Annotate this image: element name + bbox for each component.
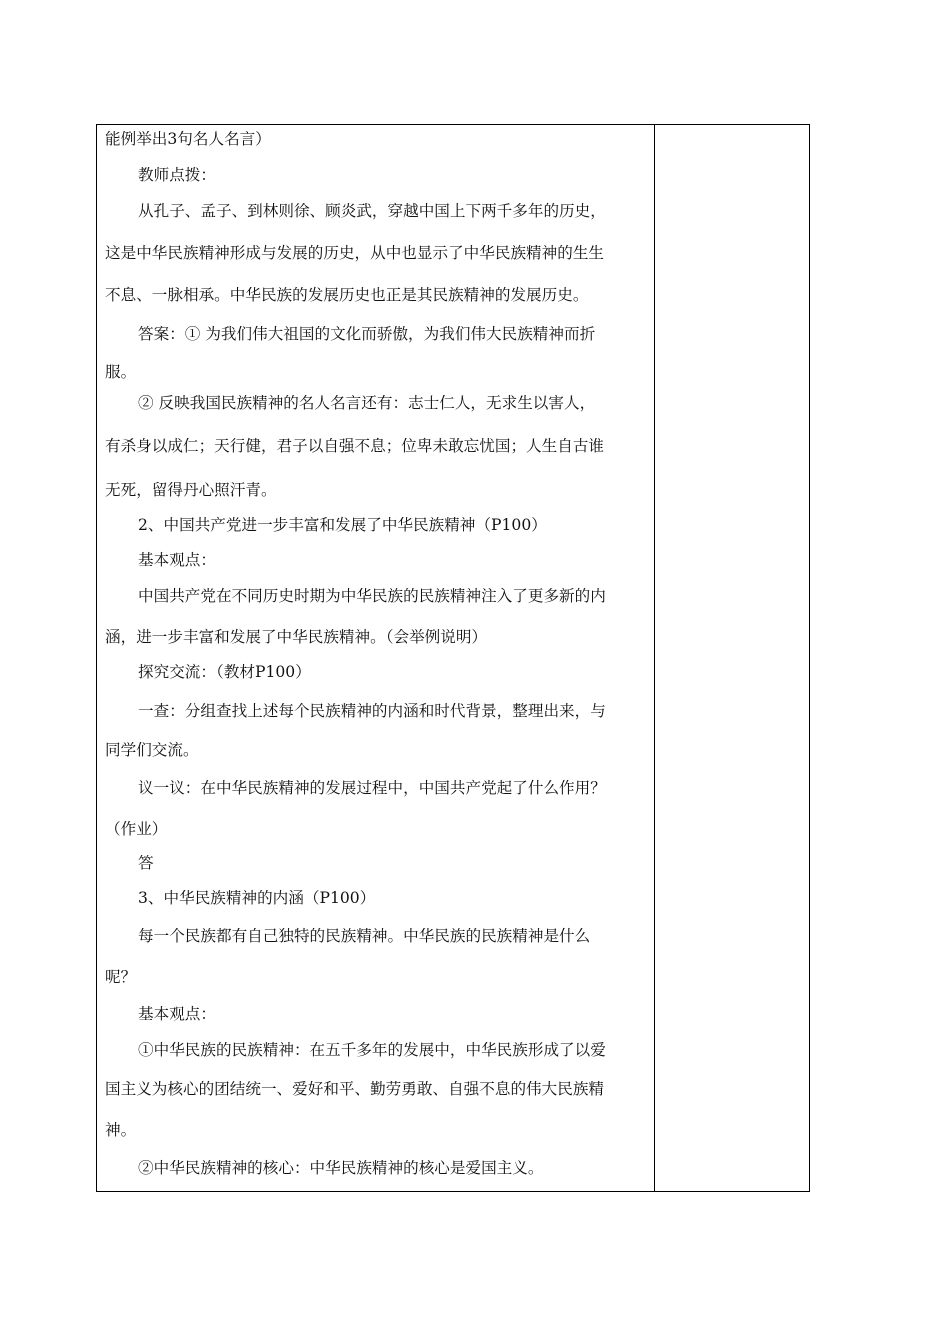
text-line: 国主义为核心的团结统一、爱好和平、勤劳勇敢、自强不息的伟大民族精 [105, 1080, 605, 1098]
text-line: 中国共产党在不同历史时期为中华民族的民族精神注入了更多新的内 [138, 587, 606, 605]
text-line: 有杀身以成仁；天行健，君子以自强不息；位卑未敢忘忧国；人生自古谁 [105, 437, 605, 455]
text-line: 教师点拨： [138, 166, 216, 184]
text-line: 呢？ [105, 968, 137, 986]
text-line: 涵，进一步丰富和发展了中华民族精神。（会举例说明） [105, 628, 488, 646]
notes-cell [655, 125, 810, 1191]
text-line: 不息、一脉相承。中华民族的发展历史也正是其民族精神的发展历史。 [105, 286, 589, 304]
text-line: 探究交流：（教材P100） [138, 663, 311, 681]
text-line: 从孔子、孟子、到林则徐、顾炎武，穿越中国上下两千多年的历史， [138, 202, 606, 220]
text-line: 这是中华民族精神形成与发展的历史，从中也显示了中华民族精神的生生 [105, 244, 605, 262]
text-line: 服。 [105, 363, 137, 381]
text-line: 能例举出3句名人名言） [105, 130, 271, 148]
text-line: （作业） [105, 820, 168, 838]
text-line: 无死，留得丹心照汗青。 [105, 481, 277, 499]
lesson-table [96, 124, 810, 1192]
text-line: 每一个民族都有自己独特的民族精神。中华民族的民族精神是什么 [138, 927, 591, 945]
text-line: 答 [138, 854, 154, 872]
text-line: 2、中国共产党进一步丰富和发展了中华民族精神（P100） [138, 516, 547, 534]
text-line: 3、中华民族精神的内涵（P100） [138, 889, 376, 907]
text-line: 答案：① 为我们伟大祖国的文化而骄傲，为我们伟大民族精神而折 [138, 325, 596, 343]
text-line: ②中华民族精神的核心：中华民族精神的核心是爱国主义。 [138, 1159, 544, 1177]
text-line: 同学们交流。 [105, 741, 199, 759]
text-line: 基本观点： [138, 551, 216, 569]
text-line: 议一议：在中华民族精神的发展过程中，中国共产党起了什么作用？ [138, 779, 606, 797]
text-line: ② 反映我国民族精神的名人名言还有：志士仁人，无求生以害人， [138, 394, 596, 412]
text-line: 基本观点： [138, 1005, 216, 1023]
text-line: 神。 [105, 1121, 137, 1139]
text-line: 一查：分组查找上述每个民族精神的内涵和时代背景，整理出来，与 [138, 702, 606, 720]
text-line: ①中华民族的民族精神：在五千多年的发展中，中华民族形成了以爱 [138, 1041, 606, 1059]
